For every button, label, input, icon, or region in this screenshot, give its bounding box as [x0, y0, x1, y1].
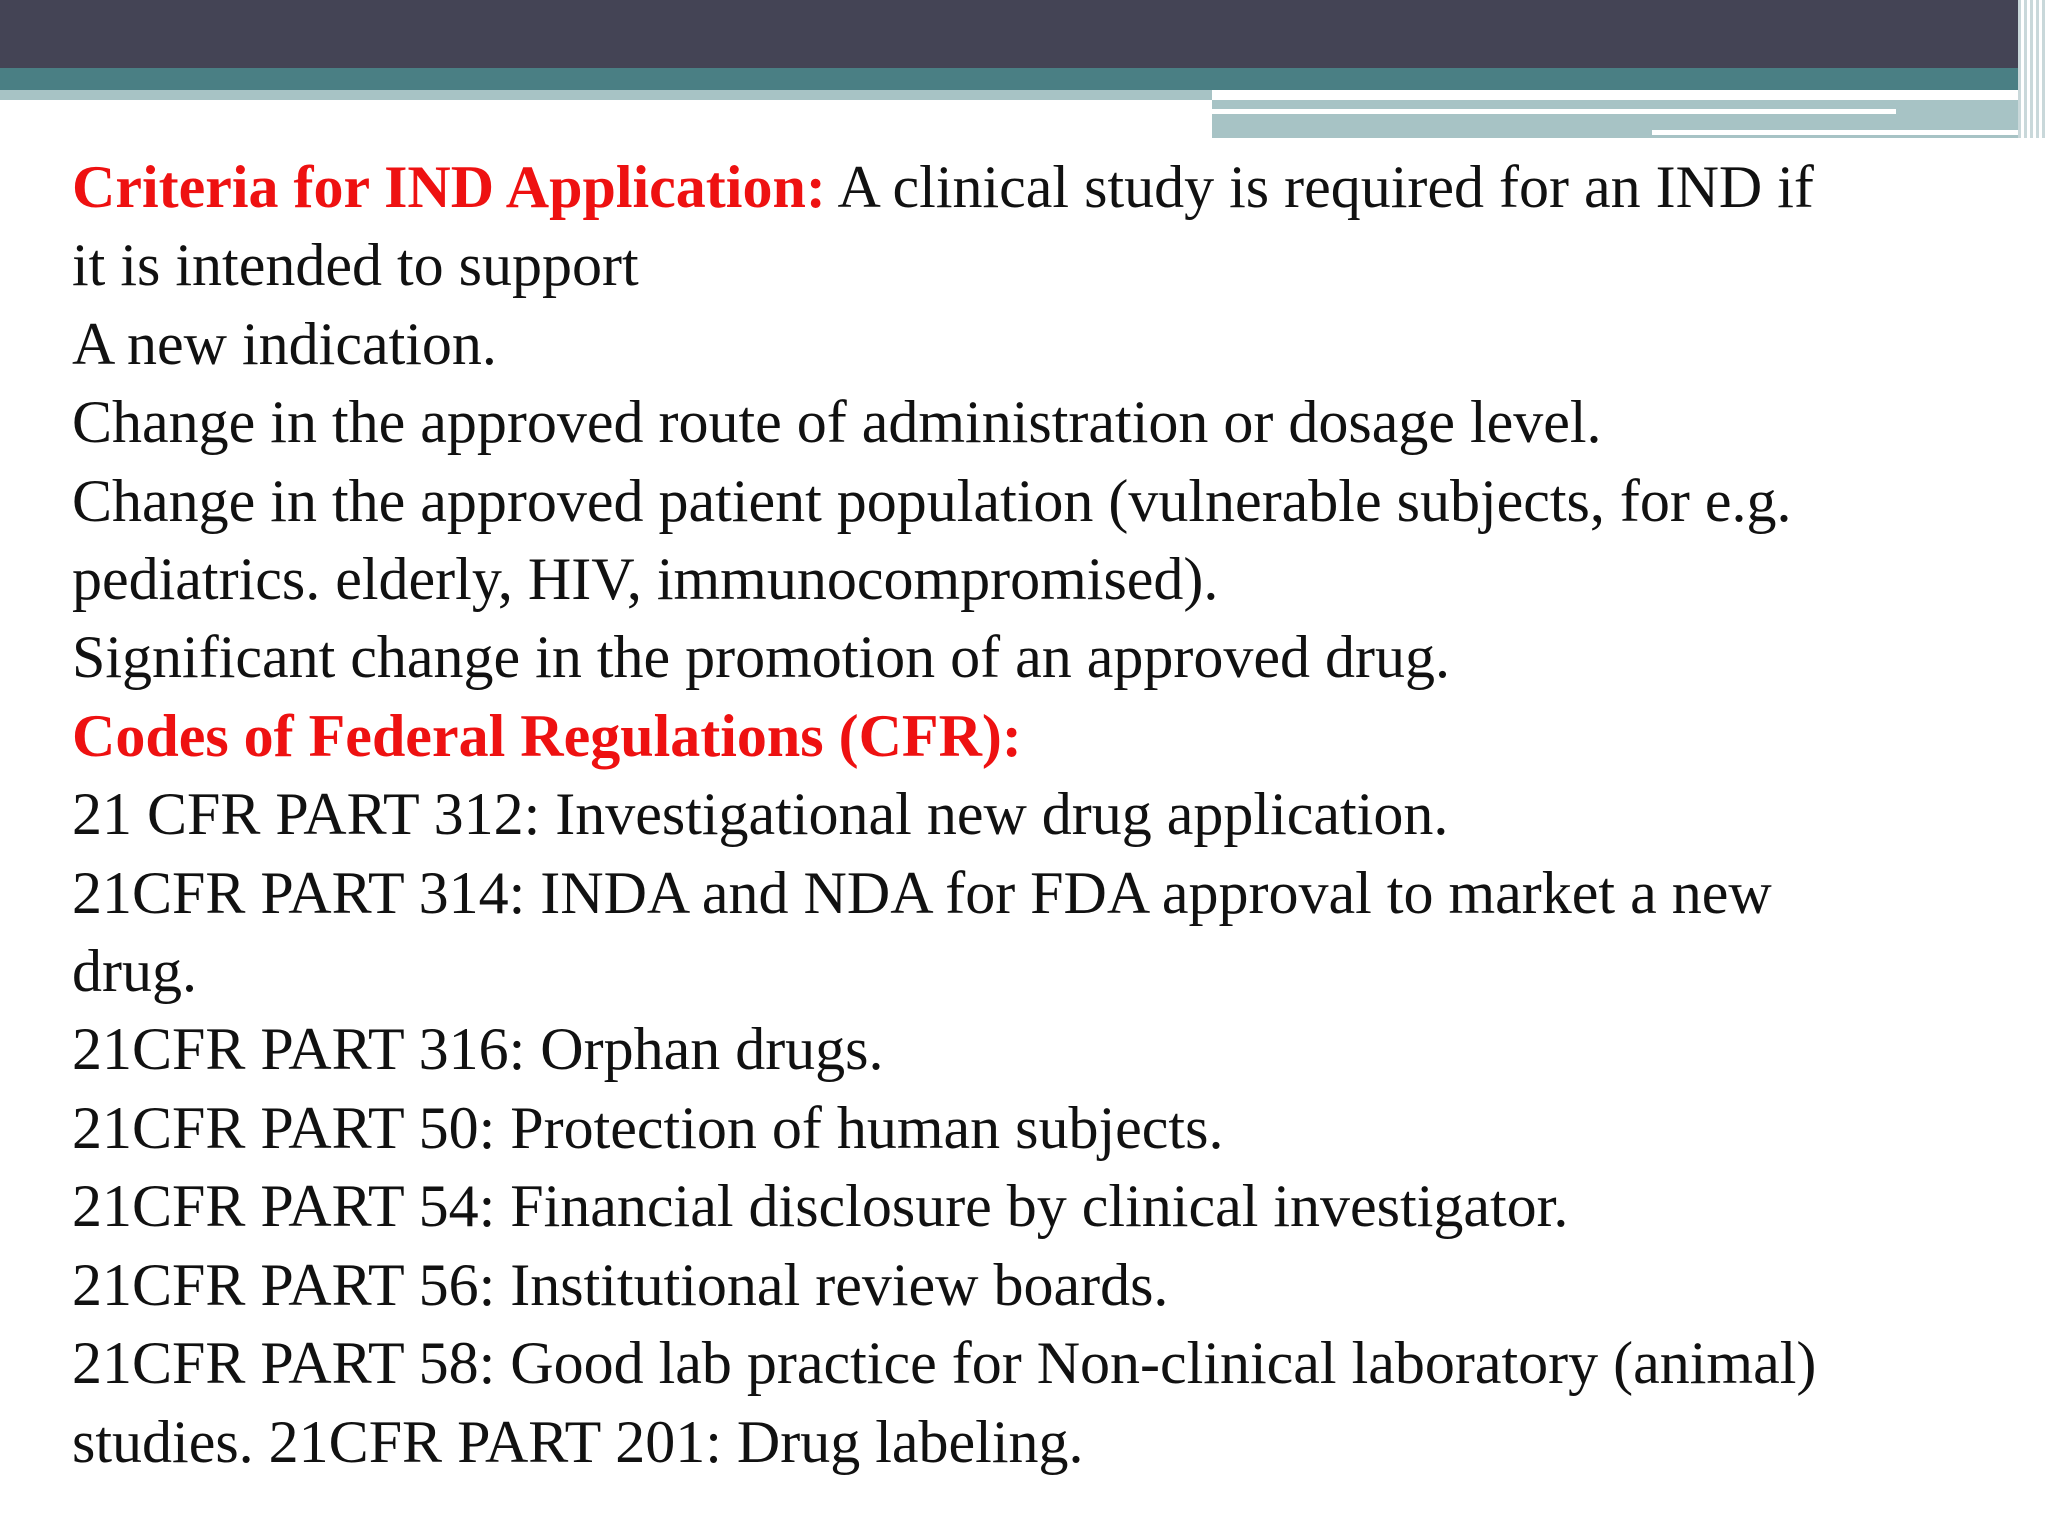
cfr-item: drug. [72, 938, 197, 1005]
cfr-item: 21CFR PART 314: INDA and NDA for FDA approval to market a new [72, 859, 1772, 926]
criteria-item: A new indication. [72, 310, 497, 377]
criteria-intro-cont: it is intended to support [72, 232, 639, 299]
criteria-intro: A clinical study is required for an IND if [825, 154, 1814, 220]
criteria-line [72, 148, 2012, 226]
header-light-bar-left [0, 90, 1212, 100]
cfr-item: 21 CFR PART 312: Investigational new drug application. [72, 781, 1449, 848]
header-accent-line [1212, 109, 1896, 114]
criteria-heading: Criteria for IND Application: [72, 154, 826, 220]
cfr-item: 21CFR PART 56: Institutional review boards. [72, 1251, 1169, 1318]
cfr-item: 21CFR PART 54: Financial disclosure by clinical investigator. [72, 1173, 1569, 1240]
cfr-item: 21CFR PART 50: Protection of human subjects. [72, 1094, 1224, 1161]
criteria-item: pediatrics. elderly, HIV, immunocompromised). [72, 546, 1219, 613]
criteria-item: Significant change in the promotion of an approved drug. [72, 624, 1450, 691]
cfr-heading: Codes of Federal Regulations (CFR): [72, 702, 1022, 769]
header-accent-line-short [1652, 130, 2048, 135]
criteria-item: Change in the approved patient population (vulnerable subjects, for e.g. [72, 467, 1792, 534]
slide-body [72, 148, 2012, 1481]
header-stripes [2018, 0, 2048, 138]
cfr-item: 21CFR PART 58: Good lab practice for Non-clinical laboratory (animal) [72, 1330, 1817, 1397]
header-teal-bar [0, 68, 2048, 90]
header-dark-bar [0, 0, 2048, 68]
cfr-item: studies. 21CFR PART 201: Drug labeling. [72, 1408, 1084, 1475]
cfr-item: 21CFR PART 316: Orphan drugs. [72, 1016, 884, 1083]
criteria-item: Change in the approved route of administration or dosage level. [72, 389, 1602, 456]
